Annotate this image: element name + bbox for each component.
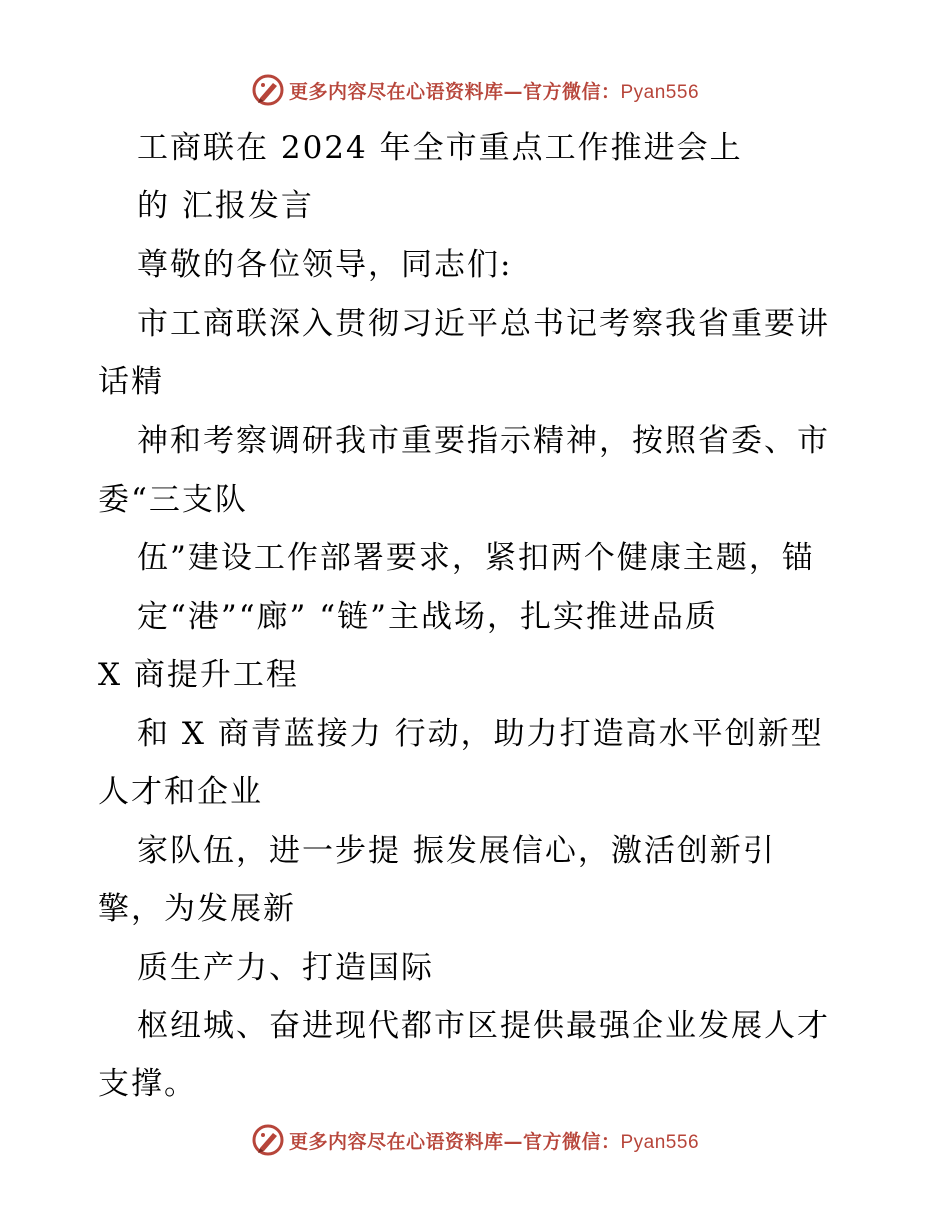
header-watermark [0, 70, 950, 110]
text-line: 家队伍，进一步提 振发展信心，激活创新引 [137, 833, 776, 869]
text-line: 支撑。 [98, 1066, 197, 1102]
text-line: 枢纽城、奋进现代都市区提供最强企业发展人才 [137, 1008, 830, 1044]
text-line: 伍”建设工作部署要求，紧扣两个健康主题，锚 [137, 540, 815, 576]
text-line: 话精 [98, 364, 164, 400]
text-line: 神和考察调研我市重要指示精神，按照省委、市 [137, 423, 830, 459]
pen-logo-icon [251, 73, 285, 107]
text-line: 市工商联深入贯彻习近平总书记考察我省重要讲 [137, 306, 830, 342]
title-line-1: 工商联在 2024 年全市重点工作推进会上 [137, 130, 743, 166]
footer-watermark [0, 1120, 950, 1160]
text-line: 质生产力、打造国际 [137, 950, 434, 986]
salutation: 尊敬的各位领导，同志们: [137, 247, 513, 283]
text-line: 擎，为发展新 [98, 891, 296, 927]
text-line: 人才和企业 [98, 774, 263, 810]
text-line: 定“港”“廊” “链”主战场，扎实推进品质 [137, 599, 718, 635]
text-line: 和 X 商青蓝接力 行动，助力打造高水平创新型 [137, 716, 824, 752]
pen-logo-icon [251, 1123, 285, 1157]
watermark-text: 更多内容尽在心语资料库—官方微信：Pyan556 [288, 1130, 700, 1153]
text-line: X 商提升工程 [98, 657, 299, 693]
title-line-2: 的 汇报发言 [137, 188, 314, 224]
text-line: 委“三支队 [98, 482, 248, 518]
watermark-text: 更多内容尽在心语资料库—官方微信：Pyan556 [288, 80, 700, 103]
